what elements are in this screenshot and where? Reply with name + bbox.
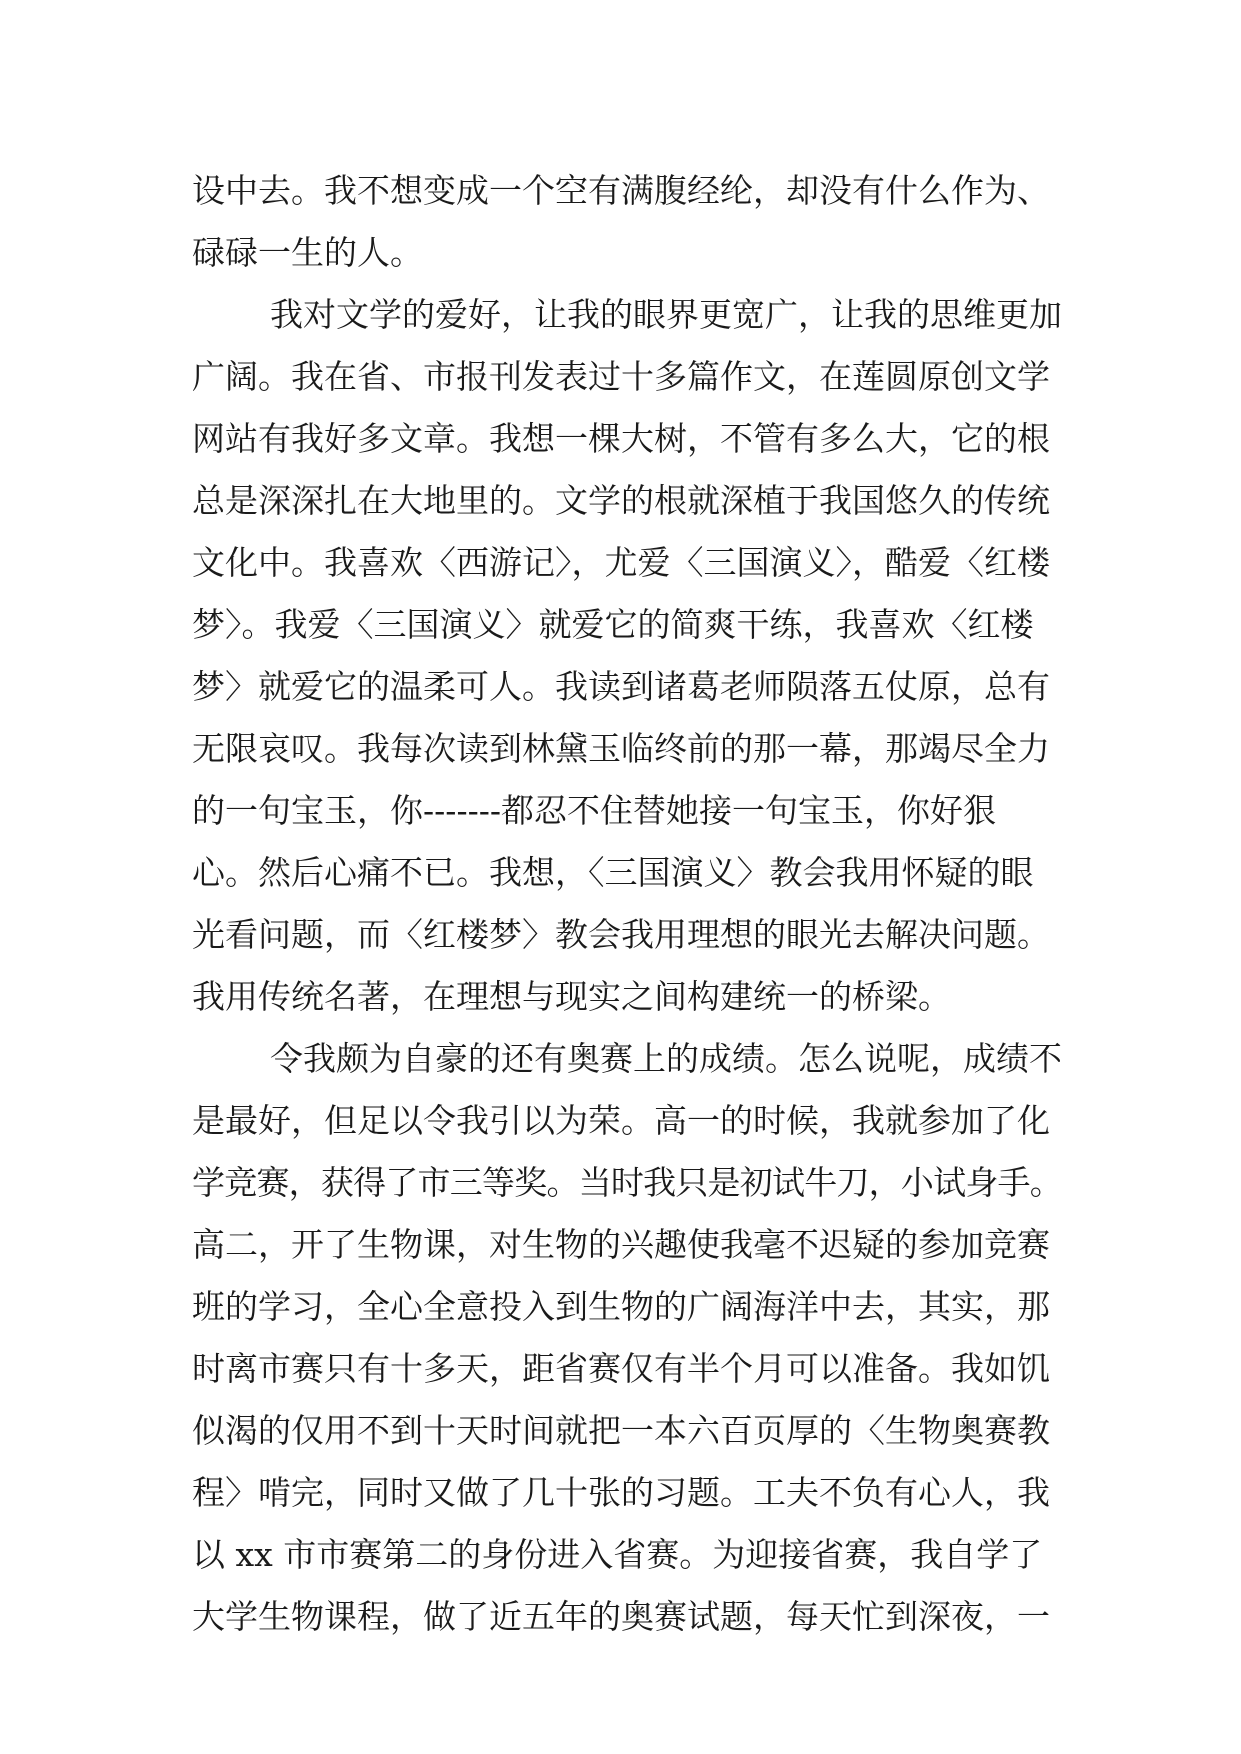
text-line: 文化中。我喜欢〈西游记〉，尤爱〈三国演义〉，酷爱〈红楼 <box>192 543 1050 582</box>
text-line: 我对文学的爱好，让我的眼界更宽广，让我的思维更加 <box>270 295 1062 334</box>
text-line: 班的学习，全心全意投入到生物的广阔海洋中去，其实，那 <box>192 1287 1050 1326</box>
text-line: 心。然后心痛不已。我想，〈三国演义〉教会我用怀疑的眼 <box>192 853 1034 892</box>
text-line: 似渴的仅用不到十天时间就把一本六百页厚的〈生物奥赛教 <box>192 1411 1050 1450</box>
text-line: 总是深深扎在大地里的。文学的根就深植于我国悠久的传统 <box>192 481 1050 520</box>
text-line: 学竞赛，获得了市三等奖。当时我只是初试牛刀，小试身手。 <box>192 1163 1063 1202</box>
text-line: 无限哀叹。我每次读到林黛玉临终前的那一幕，那竭尽全力 <box>192 729 1050 768</box>
text-line: 程〉啃完，同时又做了几十张的习题。工夫不负有心人，我 <box>192 1473 1050 1512</box>
text-line: 令我颇为自豪的还有奥赛上的成绩。怎么说呢，成绩不 <box>270 1039 1062 1078</box>
text-line: 以 xx 市市赛第二的身份进入省赛。为迎接省赛，我自学了 <box>192 1535 1043 1574</box>
text-line: 高二，开了生物课，对生物的兴趣使我毫不迟疑的参加竞赛 <box>192 1225 1050 1264</box>
document-body <box>192 160 1062 1648</box>
text-line: 广阔。我在省、市报刊发表过十多篇作文，在莲圆原创文学 <box>192 357 1050 396</box>
text-line: 的一句宝玉，你-------都忍不住替她接一句宝玉，你好狠 <box>192 791 997 830</box>
text-line: 梦〉。我爱〈三国演义〉就爱它的简爽干练，我喜欢〈红楼 <box>192 605 1034 644</box>
text-line: 大学生物课程，做了近五年的奥赛试题，每天忙到深夜，一 <box>192 1597 1050 1636</box>
text-line: 梦〉就爱它的温柔可人。我读到诸葛老师陨落五仗原，总有 <box>192 667 1050 706</box>
text-line: 网站有我好多文章。我想一棵大树，不管有多么大，它的根 <box>192 419 1050 458</box>
text-line: 我用传统名著，在理想与现实之间构建统一的桥梁。 <box>192 977 951 1016</box>
text-line: 碌碌一生的人。 <box>192 233 423 272</box>
text-line: 设中去。我不想变成一个空有满腹经纶，却没有什么作为、 <box>192 171 1050 210</box>
text-line: 是最好，但足以令我引以为荣。高一的时候，我就参加了化 <box>192 1101 1050 1140</box>
text-line: 光看问题，而〈红楼梦〉教会我用理想的眼光去解决问题。 <box>192 915 1050 954</box>
text-line: 时离市赛只有十多天，距省赛仅有半个月可以准备。我如饥 <box>192 1349 1050 1388</box>
